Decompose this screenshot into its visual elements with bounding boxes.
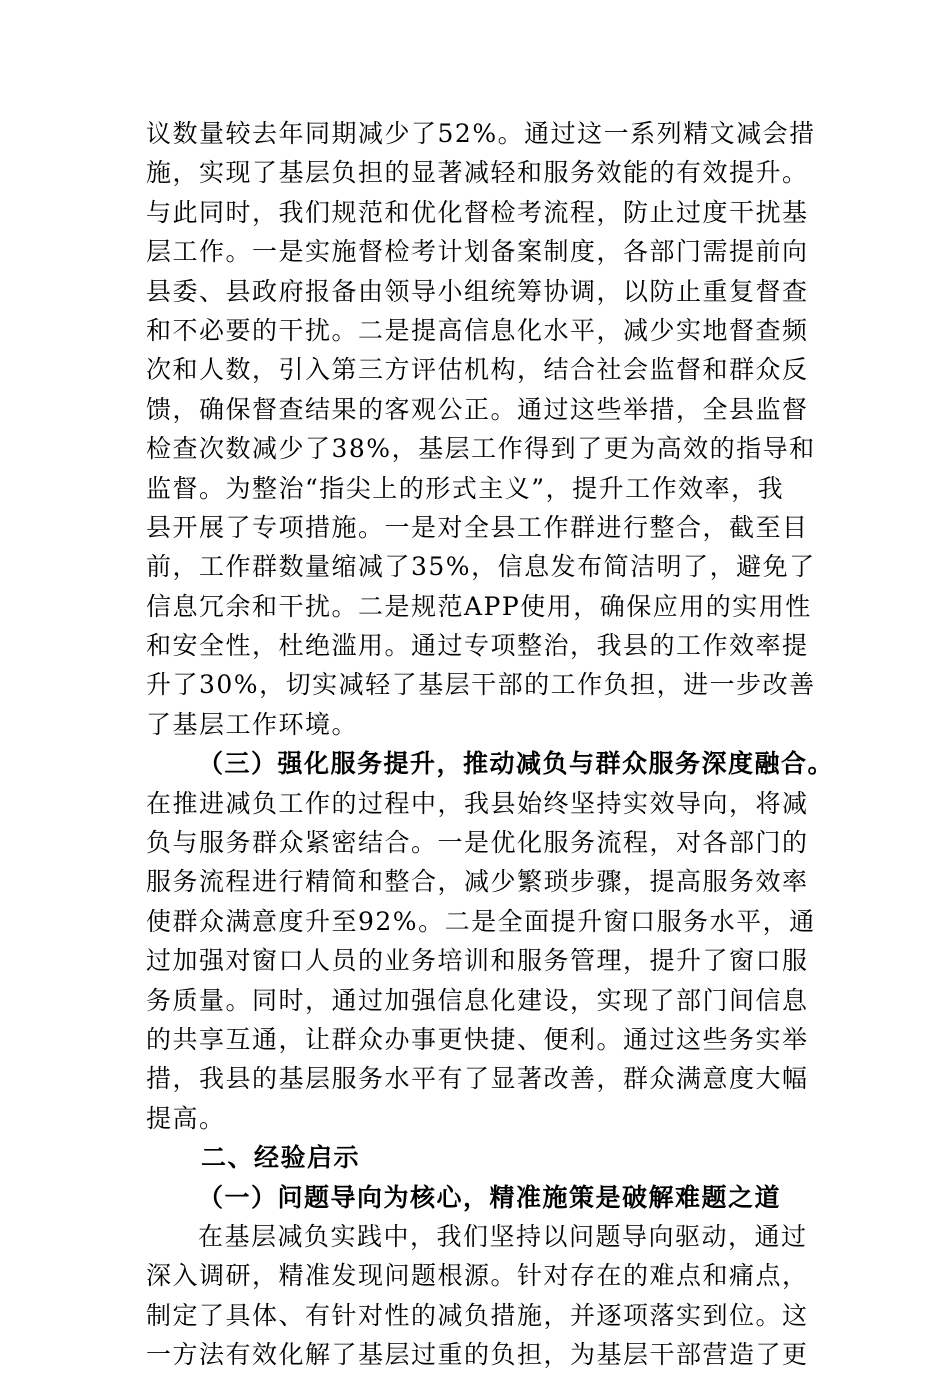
body-line: 在推进减负工作的过程中，我县始终坚持实效导向，将减 [146,788,809,818]
body-line: 县开展了专项措施。一是对全县工作群进行整合，截至目 [146,512,809,542]
body-line: 信息冗余和干扰。二是规范APP使用，确保应用的实用性 [146,591,812,621]
body-line: 一方法有效化解了基层过重的负担，为基层干部营造了更 [146,1340,809,1370]
body-line: 县委、县政府报备由领导小组统筹协调，以防止重复督查 [146,276,809,306]
body-line: 与此同时，我们规范和优化督检考流程，防止过度干扰基 [146,197,809,227]
body-line: 措，我县的基层服务水平有了显著改善，群众满意度大幅 [146,1064,809,1094]
body-line: 层工作。一是实施督检考计划备案制度，各部门需提前向 [146,237,809,267]
body-line: 使群众满意度升至92%。二是全面提升窗口服务水平，通 [146,906,816,936]
body-line: 次和人数，引入第三方评估机构，结合社会监督和群众反 [146,355,809,385]
body-line: 监督。为整治“指尖上的形式主义”，提升工作效率，我 [146,473,785,503]
section-heading: （三）强化服务提升，推动减负与群众服务深度融合。 [198,749,835,779]
body-line: 服务流程进行精简和整合，减少繁琐步骤，提高服务效率 [146,867,809,897]
body-line: 了基层工作环境。 [146,709,359,739]
body-line: 制定了具体、有针对性的减负措施，并逐项落实到位。这 [146,1300,809,1330]
body-line: 过加强对窗口人员的业务培训和服务管理，提升了窗口服 [146,946,809,976]
subsection-heading: （一）问题导向为核心，精准施策是破解难题之道 [198,1182,782,1212]
document-page [146,114,835,1375]
body-line: 的共享互通，让群众办事更快捷、便利。通过这些务实举 [146,1024,809,1054]
body-line: 提高。 [146,1103,226,1133]
body-line: 升了30%，切实减轻了基层干部的工作负担，进一步改善 [146,670,816,700]
body-line: 在基层减负实践中，我们坚持以问题导向驱动，通过 [198,1221,808,1251]
body-line: 负与服务群众紧密结合。一是优化服务流程，对各部门的 [146,828,809,858]
body-line: 议数量较去年同期减少了52%。通过这一系列精文减会措 [146,119,816,148]
body-line: 检查次数减少了38%，基层工作得到了更为高效的指导和 [146,434,816,464]
part-heading: 二、经验启示 [201,1143,361,1173]
body-line: 施，实现了基层负担的显著减轻和服务效能的有效提升。 [146,158,809,188]
body-line: 和安全性，杜绝滥用。通过专项整治，我县的工作效率提 [146,631,809,661]
body-line: 深入调研，精准发现问题根源。针对存在的难点和痛点， [146,1261,809,1291]
body-line: 务质量。同时，通过加强信息化建设，实现了部门间信息 [146,985,809,1015]
body-line: 馈，确保督查结果的客观公正。通过这些举措，全县监督 [146,394,809,424]
body-line: 和不必要的干扰。二是提高信息化水平，减少实地督查频 [146,315,809,345]
body-line: 前，工作群数量缩减了35%，信息发布简洁明了，避免了 [146,552,816,582]
